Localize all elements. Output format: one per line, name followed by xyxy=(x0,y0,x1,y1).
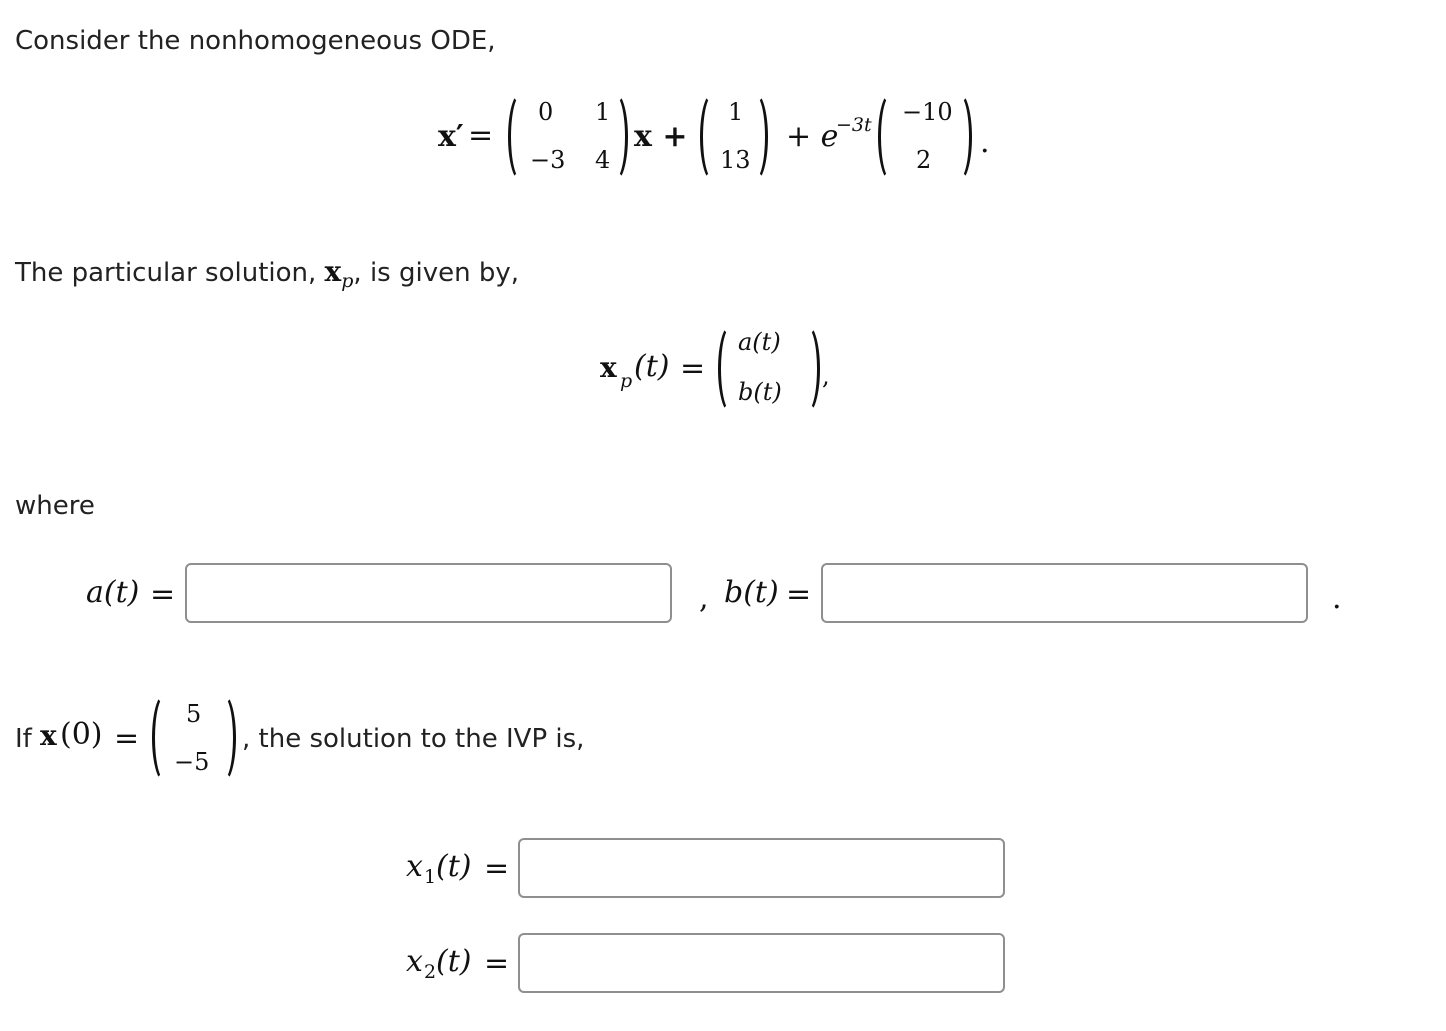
ivp-right-paren xyxy=(210,693,236,783)
vec2-bottom: 2 xyxy=(916,146,932,174)
where-text: where xyxy=(15,491,95,521)
ivp-suffix: , the solution to the IVP is, xyxy=(242,724,585,754)
xp-lhs-arg: (t) xyxy=(634,349,670,384)
matrix-r2c1: −3 xyxy=(530,146,566,174)
ode-equals: = xyxy=(468,118,494,153)
vec1-bottom: 13 xyxy=(720,146,751,174)
xp-bottom: b(t) xyxy=(738,378,782,406)
particular-suffix: , is given by, xyxy=(353,258,519,288)
x2-label: x xyxy=(406,944,423,979)
xp-top: a(t) xyxy=(738,328,781,356)
xp-comma: , xyxy=(822,362,830,390)
ivp-bottom: −5 xyxy=(174,748,210,776)
xp-lhs: x xyxy=(600,351,617,384)
intro-text: Consider the nonhomogeneous ODE, xyxy=(15,26,496,56)
vec1-right-paren xyxy=(742,92,768,182)
ivp-if: If xyxy=(15,724,32,754)
matrix-right-paren xyxy=(602,92,628,182)
ode-period: . xyxy=(980,125,990,160)
xp-equals: = xyxy=(680,351,706,386)
x1-label: x xyxy=(406,849,423,884)
b-label: b(t) xyxy=(724,575,779,610)
matrix-r2c2: 4 xyxy=(595,146,611,174)
vec2-right-paren xyxy=(946,92,972,182)
particular-xp: x xyxy=(324,255,342,288)
ode-plus-e: + e xyxy=(786,119,839,154)
matrix-r1c2: 1 xyxy=(595,98,611,126)
particular-xp-sub: p xyxy=(341,270,354,293)
vec2-top: −10 xyxy=(902,98,953,126)
x1-arg: (t) xyxy=(436,849,472,884)
ode-exponent: −3t xyxy=(836,114,872,136)
x2-equals: = xyxy=(484,946,510,981)
ode-lhs: x′ xyxy=(438,119,464,154)
vec1-top: 1 xyxy=(728,98,744,126)
vec2-left-paren xyxy=(878,92,904,182)
particular-prefix: The particular solution, xyxy=(15,258,325,288)
x1-sub: 1 xyxy=(424,866,437,888)
ivp-arg: (0) xyxy=(60,717,103,752)
ab-comma: , xyxy=(699,581,709,616)
x2-sub: 2 xyxy=(424,961,437,983)
b-input[interactable] xyxy=(821,563,1308,623)
particular-sentence xyxy=(15,255,519,293)
x1-input[interactable] xyxy=(518,838,1005,898)
ivp-equals: = xyxy=(114,721,140,756)
b-equals: = xyxy=(786,577,812,612)
xp-lhs-sub: p xyxy=(620,370,633,392)
xp-right-paren xyxy=(794,324,820,414)
a-equals: = xyxy=(150,577,176,612)
ivp-x: x xyxy=(40,719,57,752)
x1-equals: = xyxy=(484,851,510,886)
a-label: a(t) xyxy=(86,575,140,610)
x2-arg: (t) xyxy=(436,944,472,979)
x2-input[interactable] xyxy=(518,933,1005,993)
ivp-top: 5 xyxy=(186,700,202,728)
ode-x-plus: x + xyxy=(634,119,688,154)
a-input[interactable] xyxy=(185,563,672,623)
matrix-r1c1: 0 xyxy=(538,98,554,126)
ab-period: . xyxy=(1332,581,1342,616)
